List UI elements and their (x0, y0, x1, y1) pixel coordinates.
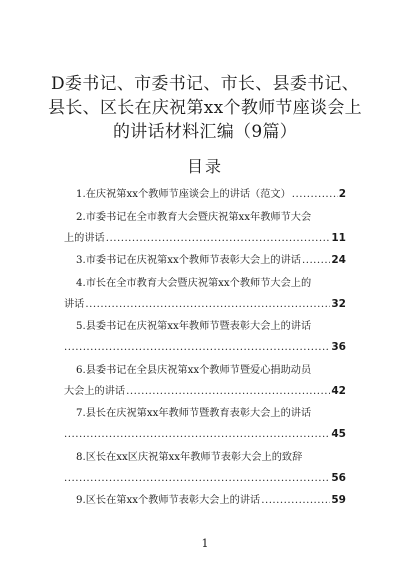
toc-entry-line (64, 207, 346, 228)
table-of-contents (64, 184, 346, 513)
toc-entry-title: 5.县委书记在庆祝第xx年教师节暨表彰大会上的讲话 (76, 321, 312, 332)
toc-entry-line (64, 447, 346, 468)
toc-entry[interactable] (64, 360, 346, 402)
toc-entry-title: 1.在庆祝第xx个教师节座谈会上的讲话（范文） (76, 189, 291, 200)
toc-entry-line (64, 337, 346, 358)
toc-leader-dots (64, 468, 330, 489)
toc-entry-line (64, 360, 346, 381)
toc-entry[interactable] (64, 316, 346, 358)
toc-entry-title: 6.县委书记在全县庆祝第xx个教师节暨爱心捐助动员 (76, 364, 312, 376)
toc-page-number: 2 (338, 188, 346, 200)
toc-entry-line (64, 273, 346, 294)
toc-entry-line (64, 184, 346, 205)
toc-entry-title-continued: 大会上的讲话 (64, 385, 126, 397)
toc-entry-line (64, 468, 346, 489)
title-line-2: 县长、区长在庆祝第xx个教师节座谈会上 (48, 98, 362, 118)
toc-page-number: 36 (331, 341, 346, 353)
toc-leader-dots (64, 337, 330, 358)
toc-entry-line (64, 490, 346, 511)
toc-page-number: 24 (331, 254, 346, 266)
toc-leader-dots (64, 424, 330, 445)
toc-entry-line (64, 316, 346, 337)
toc-leader-dots (126, 381, 330, 402)
toc-entry-line (64, 294, 346, 315)
toc-entry-title-continued: 讲话 (64, 298, 85, 310)
toc-entry[interactable] (64, 403, 346, 445)
toc-page-number: 45 (331, 428, 346, 440)
toc-entry[interactable] (64, 490, 346, 511)
toc-leader-dots (106, 228, 331, 249)
toc-entry-title: 7.县长在庆祝第xx年教师节暨教育表彰大会上的讲话 (76, 408, 312, 419)
toc-leader-dots (292, 184, 338, 205)
toc-page-number: 56 (331, 471, 346, 484)
toc-page-number: 32 (331, 297, 346, 310)
toc-leader-dots (85, 294, 330, 315)
title-line-1: D委书记、市委书记、市长、县委书记、 (50, 74, 360, 94)
toc-entry-title: 9.区长在第xx个教师节表彰大会上的讲话 (76, 495, 261, 506)
toc-entry-title: 4.市长在全市教育大会暨庆祝第xx个教师节大会上的 (76, 277, 312, 289)
toc-entry-line (64, 381, 346, 402)
toc-page-number: 42 (331, 384, 346, 397)
toc-entry-title: 2.市委书记在全市教育大会暨庆祝第xx年教师节大会 (76, 211, 312, 223)
page-number: 1 (201, 537, 209, 550)
toc-page-number: 59 (331, 494, 346, 506)
toc-entry[interactable] (64, 207, 346, 249)
toc-entry[interactable] (64, 184, 346, 205)
toc-entry[interactable] (64, 447, 346, 489)
toc-entry[interactable] (64, 273, 346, 315)
toc-entry-title-continued: 上的讲话 (64, 232, 105, 244)
toc-leader-dots (261, 490, 330, 511)
toc-page-number: 11 (331, 231, 346, 244)
document-title (40, 72, 370, 144)
toc-entry-title: 3.市委书记在庆祝第xx个教师节表彰大会上的讲话 (76, 255, 301, 266)
toc-entry[interactable] (64, 250, 346, 271)
toc-heading: 目录 (186, 157, 223, 176)
toc-entry-line (64, 250, 346, 271)
toc-entry-title: 8.区长在xx区庆祝第xx年教师节表彰大会上的致辞 (76, 451, 303, 463)
toc-entry-line (64, 228, 346, 249)
toc-entry-line (64, 403, 346, 424)
toc-leader-dots (302, 250, 330, 271)
title-line-3: 的讲话材料汇编（9篇） (112, 122, 298, 142)
toc-entry-line (64, 424, 346, 445)
